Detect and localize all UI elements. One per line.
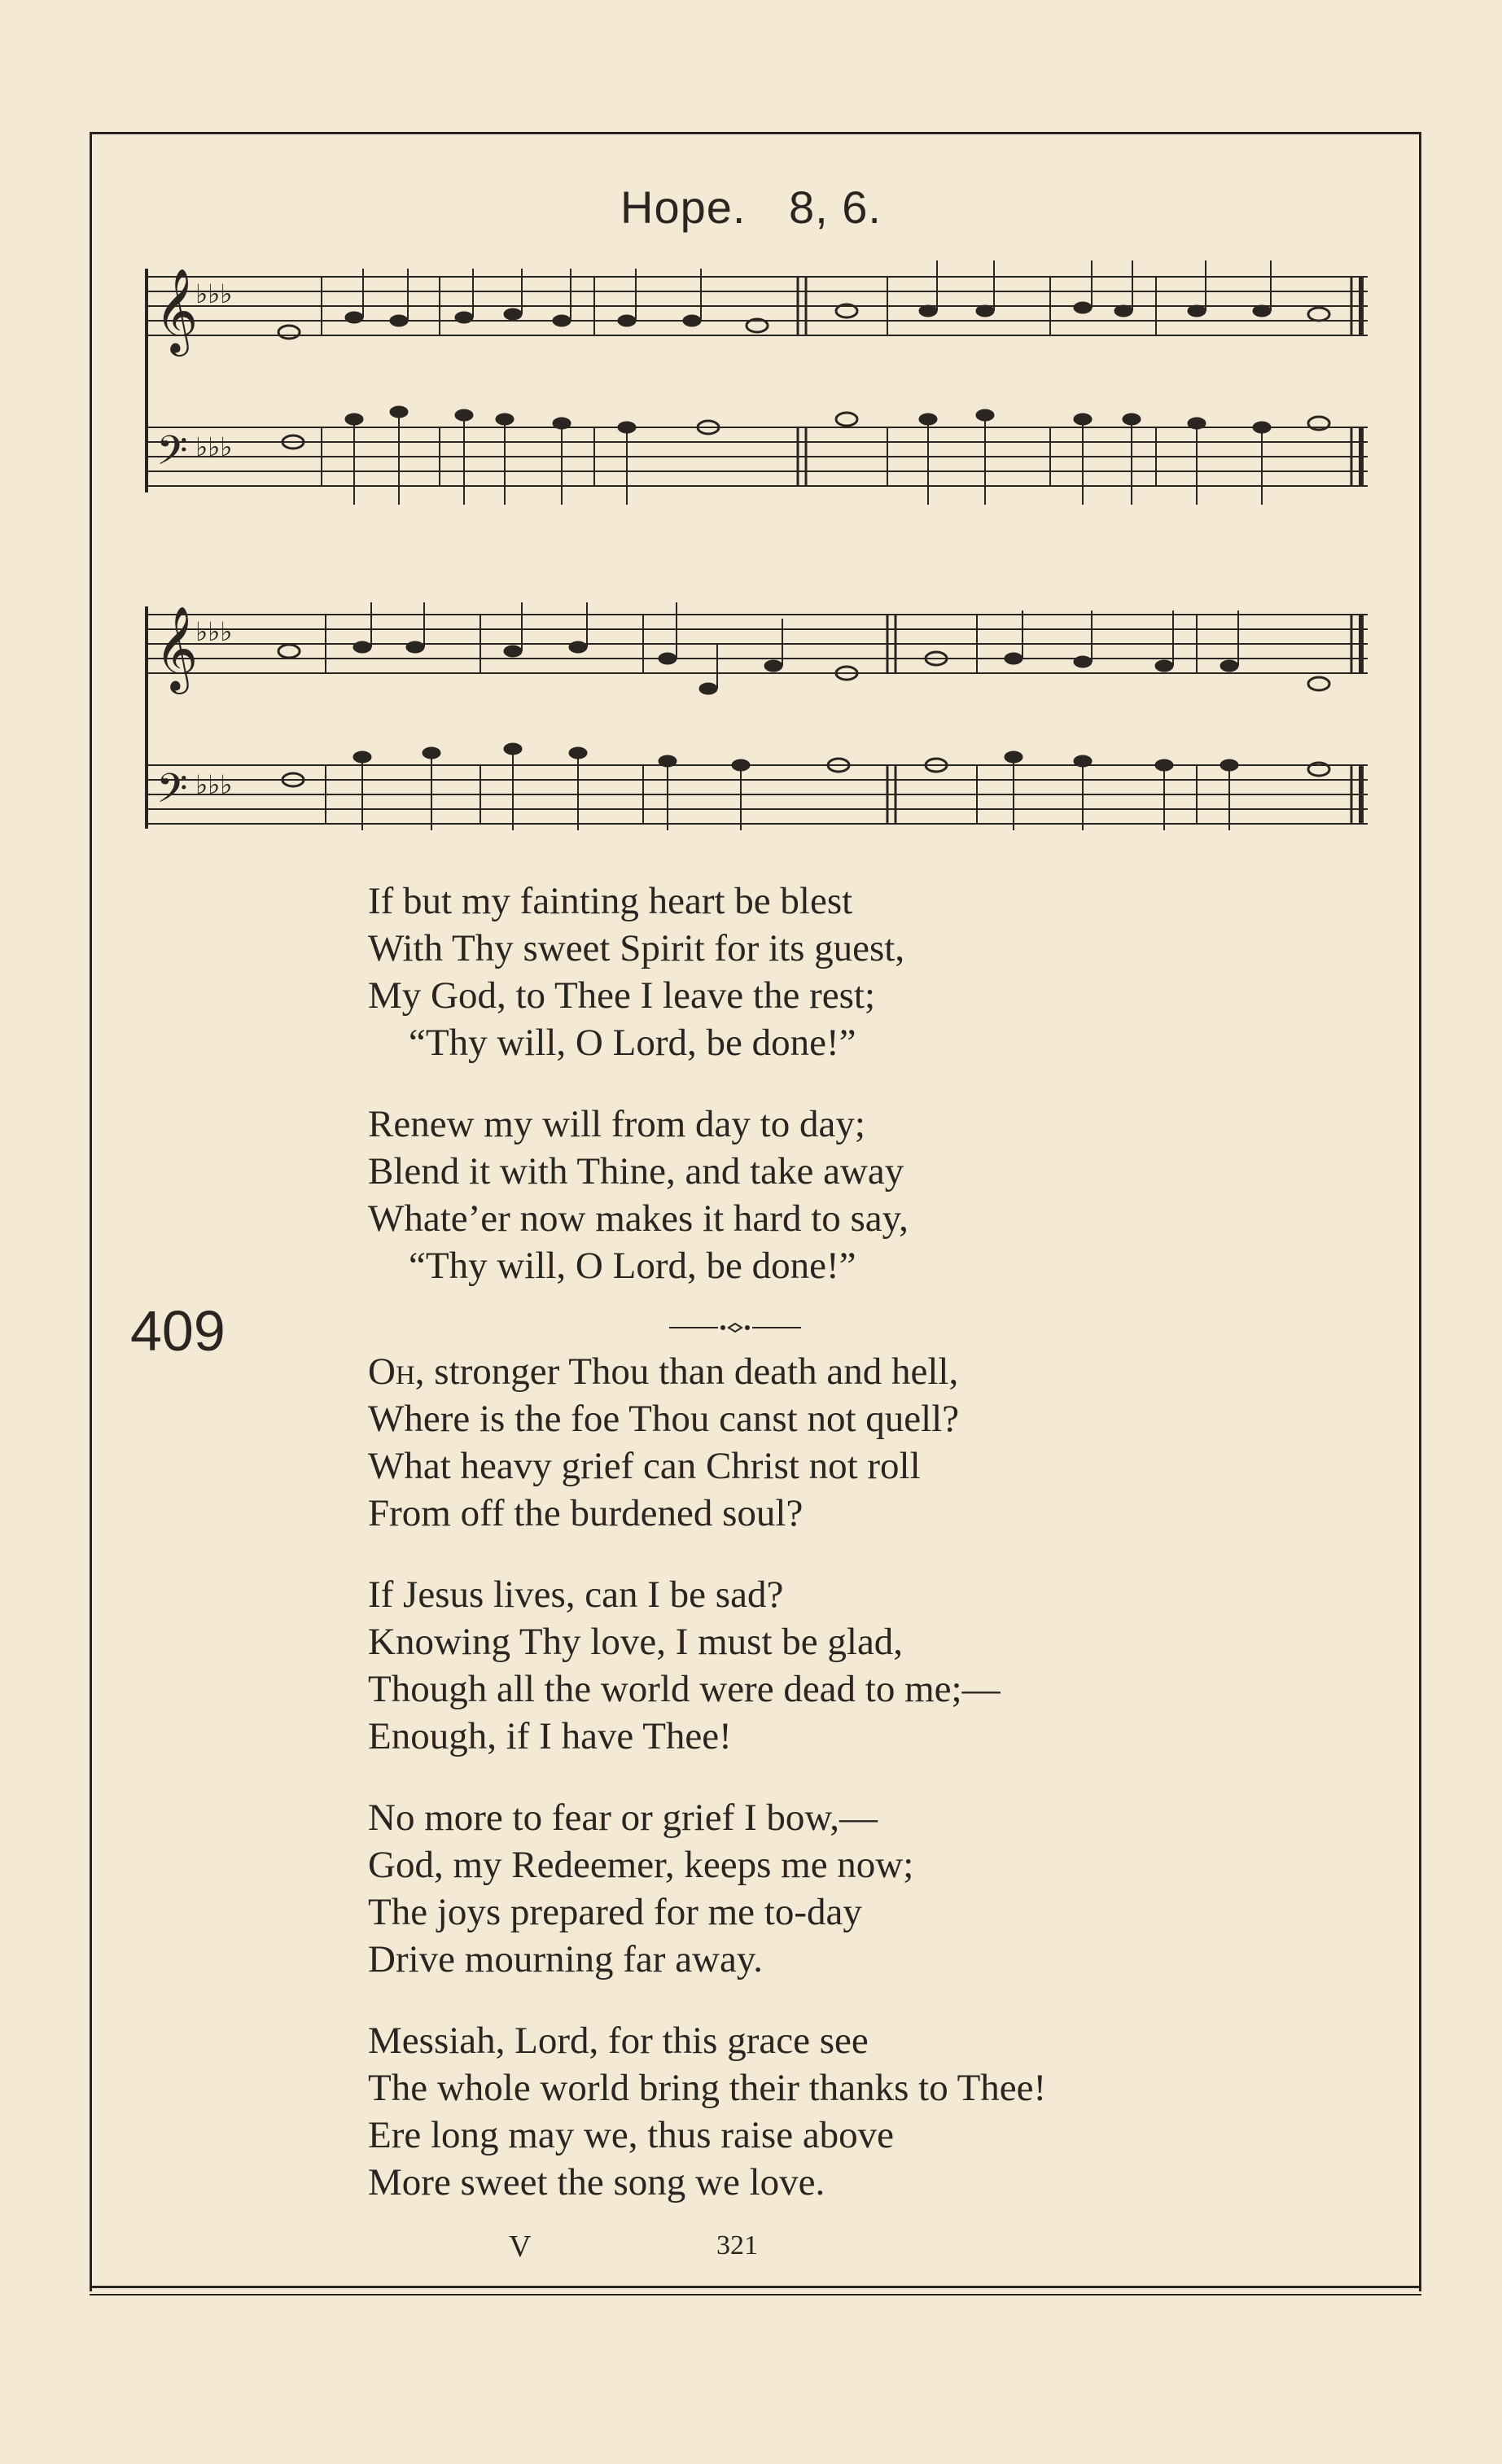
stanza-line xyxy=(368,1348,1394,1395)
bottom-rule-thin xyxy=(90,2294,1421,2296)
stanza-line: The joys prepared for me to-day xyxy=(368,1891,862,1933)
stanza-line: Blend it with Thine, and take away xyxy=(368,1150,904,1193)
stanza-line: Messiah, Lord, for this grace see xyxy=(368,2020,869,2062)
stanza-line: Enough, if I have Thee! xyxy=(368,1715,732,1757)
treble-staff-1 xyxy=(147,277,1368,335)
bass-clef-1: 𝄢 xyxy=(156,427,188,484)
tune-meter: 8, 6. xyxy=(789,182,882,233)
stanza-line: Renew my will from day to day; xyxy=(368,1103,865,1145)
music-system-1 xyxy=(147,260,1368,505)
music-notation xyxy=(138,260,1384,830)
bass-staff-2 xyxy=(147,765,1368,824)
treble-clef-2: 𝄞 xyxy=(155,606,199,691)
stanza-1 xyxy=(368,877,1394,1066)
stanza-line: If Jesus lives, can I be sad? xyxy=(368,1573,784,1616)
stanza-first-word: Oh, xyxy=(368,1350,425,1393)
treble-notes-2 xyxy=(278,602,1329,694)
key-signature-1: ♭♭♭ xyxy=(195,278,233,309)
treble-clef-1: 𝄞 xyxy=(155,268,199,353)
key-signature-bass-2: ♭♭♭ xyxy=(195,769,233,800)
bottom-rule xyxy=(90,2286,1421,2288)
stanza-line: Ere long may we, thus raise above xyxy=(368,2114,895,2156)
stanza-line: Whate’er now makes it hard to say, xyxy=(368,1197,909,1240)
treble-notes-1 xyxy=(278,260,1329,339)
stanza-5 xyxy=(368,1794,1394,1983)
stanza-line: If but my fainting heart be blest xyxy=(368,880,853,922)
hymn-lyrics xyxy=(368,877,1394,2240)
stanza-2 xyxy=(368,1101,1394,1289)
bass-staff-1 xyxy=(147,427,1368,486)
tune-name: Hope. xyxy=(620,182,747,233)
stanza-line: Though all the world were dead to me;— xyxy=(368,1668,1001,1710)
key-signature-2: ♭♭♭ xyxy=(195,616,233,647)
bass-clef-2: 𝄢 xyxy=(156,765,188,822)
stanza-3 xyxy=(368,1348,1394,1537)
stanza-line: Where is the foe Thou canst not quell? xyxy=(368,1398,960,1440)
stanza-line: The whole world bring their thanks to Thee! xyxy=(368,2067,1047,2109)
stanza-line-rest: stronger Thou than death and hell, xyxy=(424,1350,959,1393)
music-system-2 xyxy=(147,602,1368,830)
stanza-4 xyxy=(368,1571,1394,1760)
stanza-line: My God, to Thee I leave the rest; xyxy=(368,974,876,1017)
stanza-line: More sweet the song we love. xyxy=(368,2161,825,2204)
section-divider xyxy=(368,1304,1394,1328)
hymn-number: 409 xyxy=(130,1299,226,1363)
stanza-line: From off the burdened soul? xyxy=(368,1492,804,1534)
bass-notes-2 xyxy=(282,743,1329,830)
stanza-line: What heavy grief can Christ not roll xyxy=(368,1445,921,1487)
stanza-line: Knowing Thy love, I must be glad, xyxy=(368,1621,904,1663)
tune-title xyxy=(0,181,1502,234)
stanza-line: “Thy will, O Lord, be done!” xyxy=(409,1022,856,1064)
key-signature-bass-1: ♭♭♭ xyxy=(195,431,233,462)
treble-staff-2 xyxy=(147,615,1368,673)
signature-mark: V xyxy=(509,2230,532,2264)
barlines-2 xyxy=(326,615,1361,824)
page-number: 321 xyxy=(716,2230,758,2260)
stanza-line: With Thy sweet Spirit for its guest, xyxy=(368,927,905,969)
stanza-line: God, my Redeemer, keeps me now; xyxy=(368,1844,914,1886)
stanza-line: No more to fear or grief I bow,— xyxy=(368,1797,878,1839)
divider-ornament xyxy=(368,1315,1394,1340)
stanza-line: Drive mourning far away. xyxy=(368,1938,764,1980)
stanza-6 xyxy=(368,2017,1394,2206)
stanza-line: “Thy will, O Lord, be done!” xyxy=(409,1245,856,1287)
